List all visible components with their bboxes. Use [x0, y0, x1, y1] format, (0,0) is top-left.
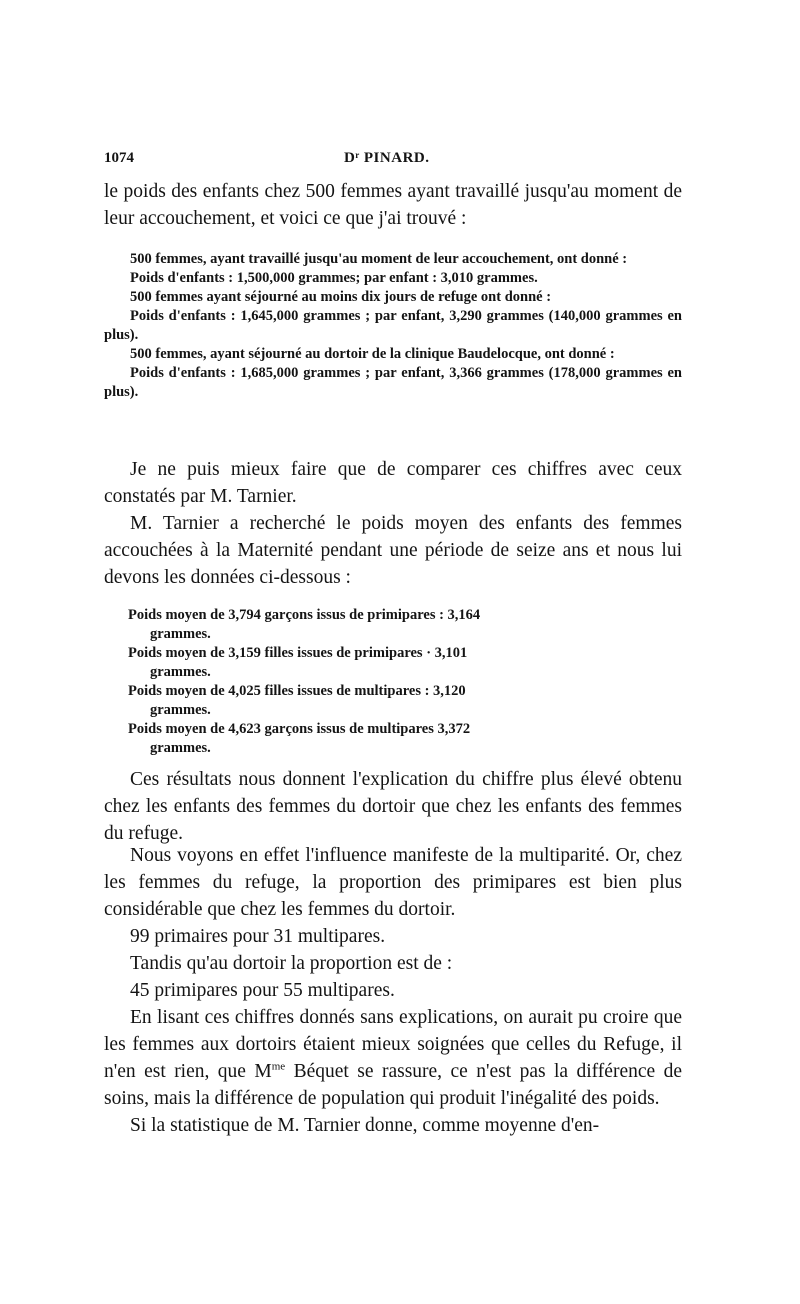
results-block — [104, 250, 682, 402]
tarnier-paragraph — [104, 510, 682, 591]
result-line: 500 femmes ayant séjourné au moins dix jours de refuge ont donné : — [130, 289, 552, 305]
results-text: Ces résultats nous donnent l'explication du chiffre plus élevé obtenu chez les enfants des femmes du dortoir que chez les enfants des femmes du refuge. — [104, 769, 682, 844]
running-title: Dʳ PINARD. — [344, 150, 430, 166]
lisant-text-before: En lisant ces chiffres donnés sans explications, on aurait pu croire que les femmes aux dortoirs étaient mieux soignées que celles du Refuge, il n'en est rien, que M — [104, 1007, 682, 1082]
tarnier-text: M. Tarnier a recherché le poids moyen des enfants des femmes accouchées à la Maternité pendant une période de seize ans et nous lui devons les données ci-dessous : — [104, 513, 682, 588]
page-number: 1074 — [104, 150, 134, 166]
page-header — [104, 150, 682, 170]
list-item: Poids moyen de 4,025 filles issues de multipares : 3,120 grammes. — [128, 683, 466, 718]
dortoir-proportion: 45 primipares pour 55 multipares. — [130, 980, 395, 1001]
result-line: 500 femmes, ayant séjourné au dortoir de la clinique Baudelocque, ont donné : — [130, 346, 615, 362]
tandis-line: Tandis qu'au dortoir la proportion est de : — [130, 953, 453, 974]
lisant-text-after: Béquet se rassure, ce n'est pas la différence de soins, mais la différence de population qui produit l'inégalité des poids. — [104, 1061, 682, 1109]
compare-paragraph — [104, 456, 682, 510]
intro-paragraph — [104, 178, 682, 232]
intro-text: le poids des enfants chez 500 femmes ayant travaillé jusqu'au moment de leur accouchement, et voici ce que j'ai trouvé : — [104, 181, 682, 229]
result-line: Poids d'enfants : 1,500,000 grammes; par enfant : 3,010 grammes. — [130, 270, 538, 286]
result-line: Poids d'enfants : 1,645,000 grammes ; par enfant, 3,290 grammes (140,000 grammes en plus). — [104, 308, 682, 343]
list-item: Poids moyen de 3,794 garçons issus de primipares : 3,164 grammes. — [128, 607, 481, 642]
document-page — [104, 0, 682, 1304]
lisant-text — [104, 1004, 682, 1112]
lisant-paragraph — [104, 1004, 682, 1139]
compare-text: Je ne puis mieux faire que de comparer ces chiffres avec ceux constatés par M. Tarnier. — [104, 459, 682, 507]
influence-text: Nous voyons en effet l'influence manifeste de la multiparité. Or, chez les femmes du refuge, la proportion des primipares est bien plus considérable que chez les femmes du dortoir. — [104, 845, 682, 920]
madame-superscript: me — [271, 1060, 286, 1073]
si-text: Si la statistique de M. Tarnier donne, comme moyenne d'en- — [130, 1115, 600, 1136]
result-line: Poids d'enfants : 1,685,000 grammes ; par enfant, 3,366 grammes (178,000 grammes en plus). — [104, 365, 682, 400]
list-item: Poids moyen de 4,623 garçons issus de multipares 3,372 grammes. — [128, 721, 471, 756]
results-paragraph — [104, 766, 682, 847]
influence-paragraph — [104, 842, 682, 1004]
result-line: 500 femmes, ayant travaillé jusqu'au moment de leur accouchement, ont donné : — [130, 251, 628, 267]
tarnier-list — [128, 606, 528, 758]
list-item: Poids moyen de 3,159 filles issues de primipares · 3,101 grammes. — [128, 645, 468, 680]
refuge-proportion: 99 primaires pour 31 multipares. — [130, 926, 386, 947]
